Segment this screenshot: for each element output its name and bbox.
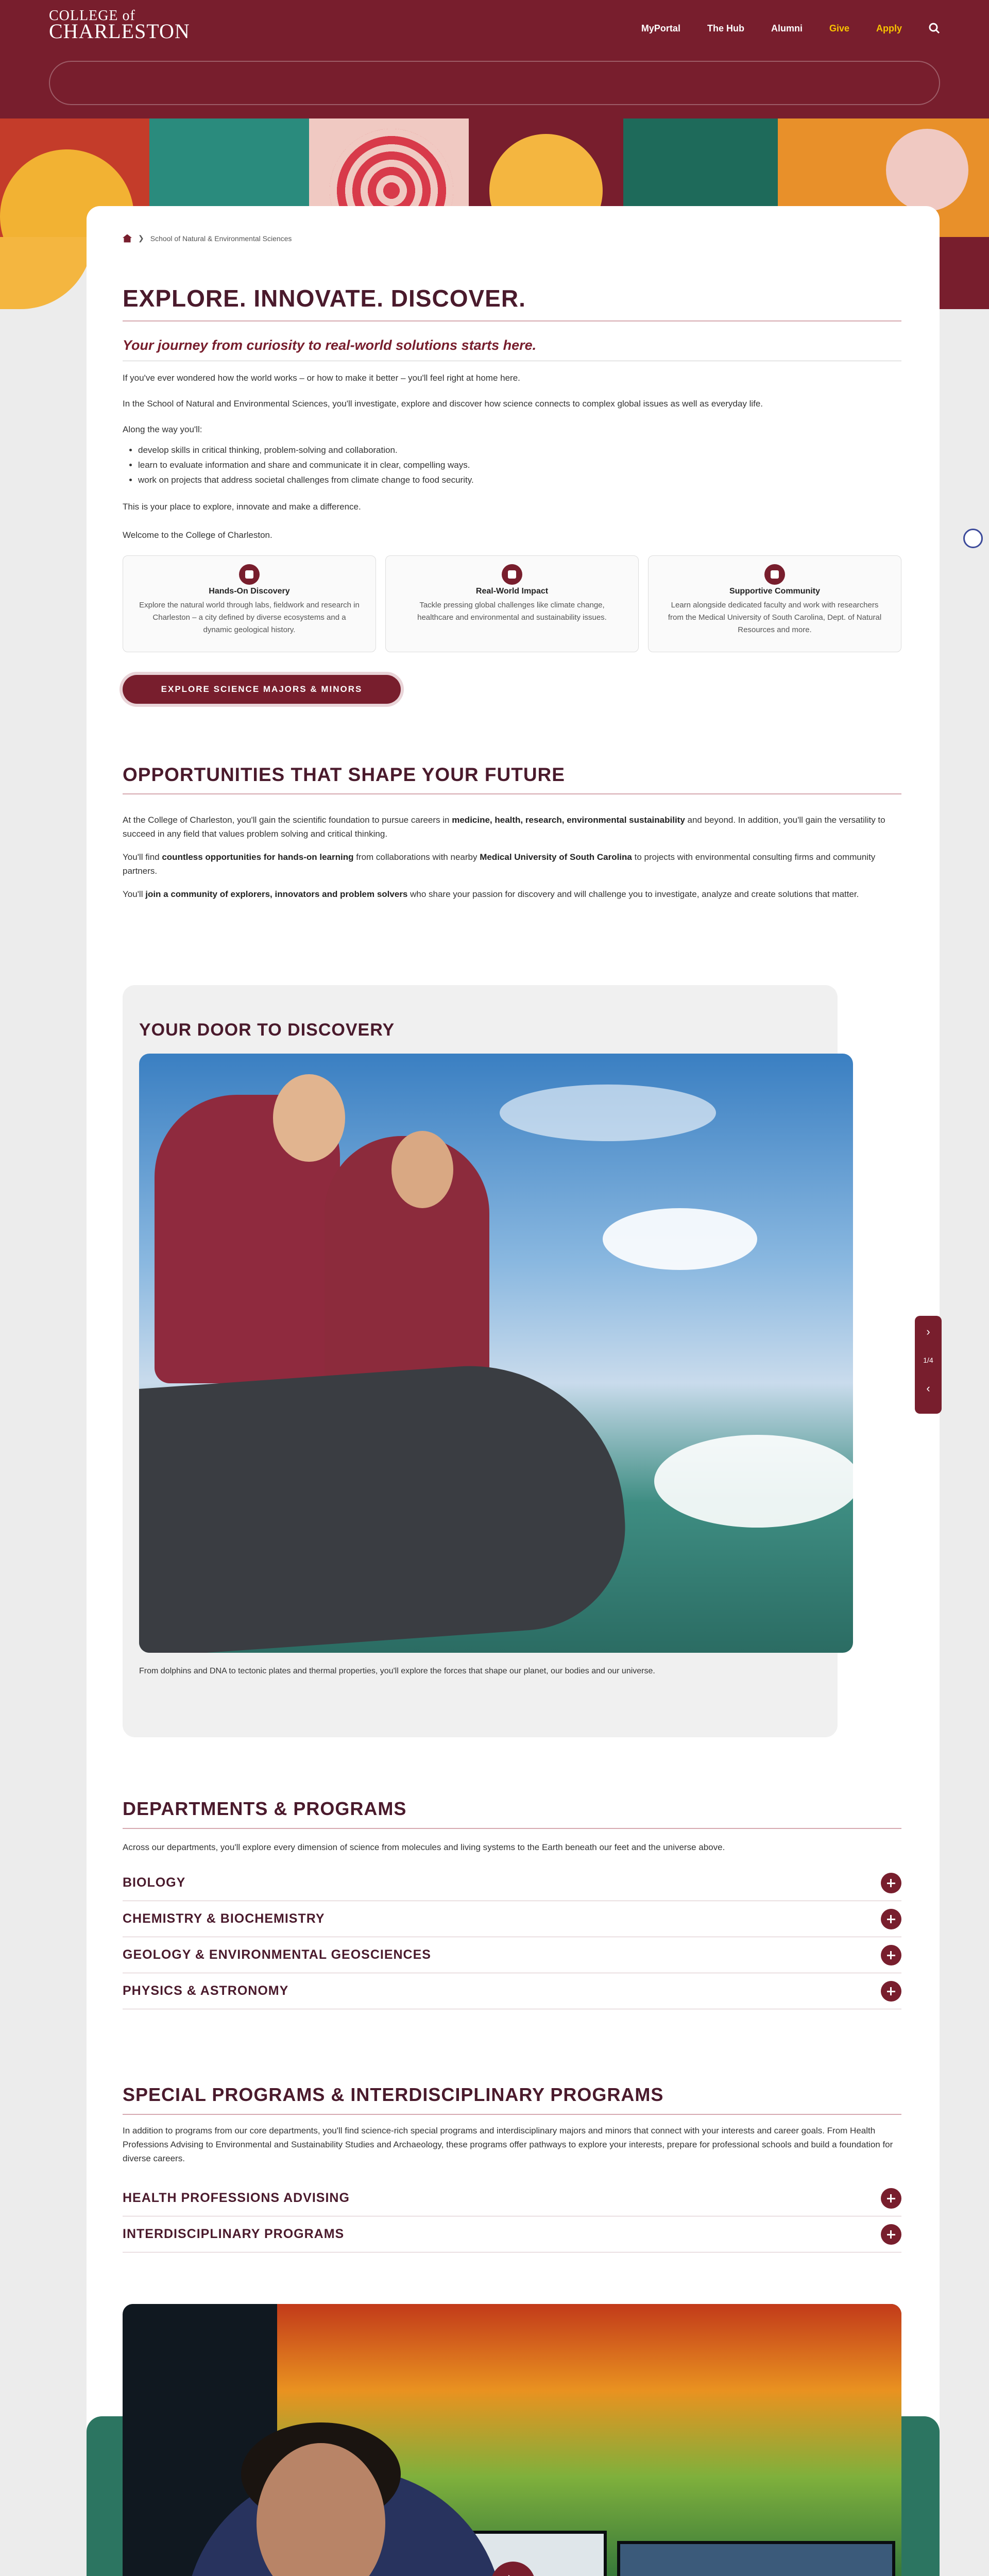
opportunities-paragraph <box>123 887 900 901</box>
plus-icon[interactable] <box>881 1981 901 2002</box>
intro-paragraph: This is your place to explore, innovate and make a difference. <box>123 502 361 512</box>
search-icon[interactable] <box>929 23 940 34</box>
departments-intro: Across our departments, you'll explore every dimension of science from molecules and living systems to the Earth beneath our feet and the universe above. <box>123 1842 725 1852</box>
search-input[interactable] <box>49 61 940 105</box>
people-icon <box>764 564 785 585</box>
accordion-chemistry[interactable] <box>123 1901 901 1937</box>
emphasis: Medical University of South Carolina <box>480 852 632 862</box>
college-logo[interactable] <box>49 9 190 41</box>
text: who share your passion for discovery and will challenge you to investigate, analyze and create solutions that matter. <box>407 889 859 899</box>
section-title-discovery: YOUR DOOR TO DISCOVERY <box>139 1020 395 1040</box>
text: and beyond. In addition, you'll gain the versatility to succeed in any field that values problem solving and critical thinking. <box>123 815 885 839</box>
list-item: • work on projects that address societal challenges from climate change to food security. <box>138 473 474 487</box>
section-title-special: SPECIAL PROGRAMS & INTERDISCIPLINARY PROGRAMS <box>123 2084 664 2105</box>
intro-paragraph: If you've ever wondered how the world works – or how to make it better – you'll feel right at home here. <box>123 373 520 383</box>
chevron-right-icon: ❯ <box>138 234 144 242</box>
top-nav <box>641 23 989 34</box>
accordion-label: BIOLOGY <box>123 1875 186 1890</box>
intro-paragraph: Along the way you'll: <box>123 425 202 434</box>
slider-controls <box>915 1316 942 1414</box>
logo-line1: COLLEGE of <box>49 8 135 24</box>
logo-line2: CHARLESTON <box>49 20 190 43</box>
nav-alumni[interactable]: Alumni <box>771 23 803 33</box>
feature-text: Learn alongside dedicated faculty and work with researchers from the Medical University of South Carolina, Dept. of Natural Resources and more. <box>668 601 882 634</box>
text: You'll find <box>123 852 162 862</box>
accordion-label: INTERDISCIPLINARY PROGRAMS <box>123 2227 345 2241</box>
accordion-interdisciplinary[interactable] <box>123 2216 901 2252</box>
special-intro: In addition to programs from our core departments, you'll find science-rich special programs and interdisciplinary majors and minors that connect with your interests and career goals. From Health Professions Advising to Environmental and Sustainability Studies and Archaeology, these programs offer pathways to explore your interests, prepare for professional schools and build a foundation for diverse careers. <box>123 2126 893 2163</box>
accordion-label: GEOLOGY & ENVIRONMENTAL GEOSCIENCES <box>123 1947 431 1962</box>
accordion-biology[interactable] <box>123 1865 901 1901</box>
feature-card-hands-on <box>123 555 376 652</box>
intro-paragraph: Welcome to the College of Charleston. <box>123 530 272 540</box>
divider <box>123 2114 901 2115</box>
page-subtitle: Your journey from curiosity to real-world solutions starts here. <box>123 337 537 353</box>
section-title-opportunities: OPPORTUNITIES THAT SHAPE YOUR FUTURE <box>123 764 565 785</box>
breadcrumb <box>123 234 292 243</box>
plus-icon[interactable] <box>881 2224 901 2245</box>
feature-title: Hands-On Discovery <box>209 587 290 596</box>
next-arrow-icon[interactable]: › <box>926 1325 930 1338</box>
page-title: EXPLORE. INNOVATE. DISCOVER. <box>123 285 526 312</box>
slide-image-boat <box>139 1054 853 1653</box>
cookie-settings-icon[interactable] <box>963 529 983 548</box>
globe-icon <box>502 564 522 585</box>
prev-arrow-icon[interactable]: ‹ <box>926 1382 930 1395</box>
feature-text: Explore the natural world through labs, fieldwork and research in Charleston – a city defined by diverse ecosystems and a dynamic geological history. <box>139 601 360 634</box>
plus-icon[interactable] <box>881 1945 901 1965</box>
research-video[interactable] <box>123 2304 901 2576</box>
emphasis: join a community of explorers, innovators and problem solvers <box>145 889 408 899</box>
nav-the-hub[interactable]: The Hub <box>707 23 744 33</box>
feature-card-community <box>648 555 901 652</box>
plus-icon[interactable] <box>881 2188 901 2209</box>
accordion-geology[interactable] <box>123 1937 901 1973</box>
nav-myportal[interactable]: MyPortal <box>641 23 680 33</box>
accordion-health-professions[interactable] <box>123 2180 901 2216</box>
accordion-physics[interactable] <box>123 1973 901 2009</box>
divider <box>123 1828 901 1829</box>
text: from collaborations with nearby <box>353 852 480 862</box>
breadcrumb-current: School of Natural & Environmental Sciences <box>150 234 292 243</box>
plus-icon[interactable] <box>881 1909 901 1929</box>
accordion-label: PHYSICS & ASTRONOMY <box>123 1984 289 1998</box>
feature-card-impact <box>385 555 639 652</box>
accordion-label: HEALTH PROFESSIONS ADVISING <box>123 2191 350 2205</box>
explore-majors-button[interactable]: EXPLORE SCIENCE MAJORS & MINORS <box>123 675 401 704</box>
nav-give[interactable]: Give <box>829 23 849 33</box>
text: You'll <box>123 889 146 899</box>
divider <box>123 793 901 794</box>
emphasis: medicine, health, research, environmental sustainability <box>452 815 685 825</box>
feature-text: Tackle pressing global challenges like climate change, healthcare and environmental and sustainability issues. <box>417 601 607 622</box>
section-title-departments: DEPARTMENTS & PROGRAMS <box>123 1798 407 1819</box>
divider <box>123 320 901 321</box>
slide-counter: 1/4 <box>923 1356 933 1364</box>
flask-icon <box>239 564 260 585</box>
feature-title: Real-World Impact <box>475 587 549 596</box>
text: At the College of Charleston, you'll gain the scientific foundation to pursue careers in <box>123 815 452 825</box>
skills-list <box>138 443 474 488</box>
emphasis: countless opportunities for hands-on learning <box>162 852 354 862</box>
main-content <box>87 206 940 2576</box>
intro-paragraph: In the School of Natural and Environmental Sciences, you'll investigate, explore and discover how science connects to complex global issues as well as everyday life. <box>123 399 763 409</box>
site-header <box>0 0 989 118</box>
opportunities-paragraph <box>123 850 900 878</box>
home-icon[interactable] <box>123 234 132 243</box>
accordion-label: CHEMISTRY & BIOCHEMISTRY <box>123 1911 325 1926</box>
slide-caption: From dolphins and DNA to tectonic plates and thermal properties, you'll explore the forces that shape our planet, our bodies and our universe. <box>139 1667 655 1675</box>
nav-apply[interactable]: Apply <box>876 23 902 33</box>
list-item: • learn to evaluate information and share and communicate it in clear, compelling ways. <box>138 458 474 472</box>
feature-title: Supportive Community <box>729 587 820 596</box>
opportunities-paragraph <box>123 813 900 841</box>
list-item: • develop skills in critical thinking, problem-solving and collaboration. <box>138 443 474 457</box>
text: to projects with environmental consulting firms and community partners. <box>123 852 876 876</box>
plus-icon[interactable] <box>881 1873 901 1893</box>
